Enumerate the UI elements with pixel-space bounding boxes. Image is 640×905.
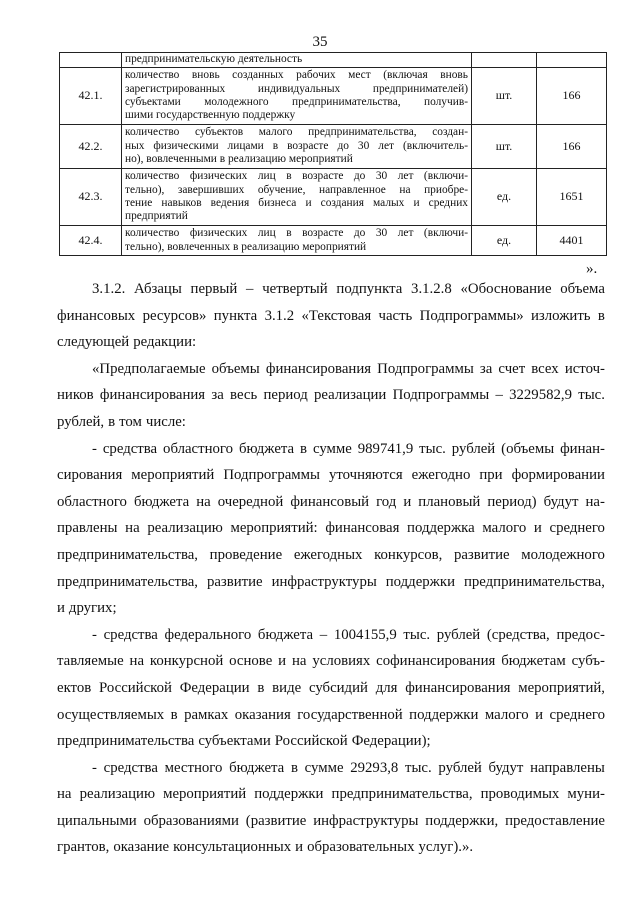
text-line: предпринимательства, проведение ежегодных конкурсов, развитие молодежного xyxy=(57,546,605,563)
text-line: ников финансирования за весь период реализации Подпрограммы – 3229582,9 тыс. xyxy=(57,387,605,404)
text-line: ектов Российской Федерации в виде субсидий для финансирования мероприятий, xyxy=(57,679,605,696)
indicator-value xyxy=(537,53,607,68)
table-row xyxy=(60,125,607,169)
closing-quote: ». xyxy=(586,261,598,277)
indicator-value: 166 xyxy=(537,125,607,169)
row-number: 42.1. xyxy=(60,68,122,125)
indicator-description xyxy=(122,169,472,226)
indicator-description xyxy=(122,226,472,256)
description-line: тельно), вовлеченных в реализацию мероприятий xyxy=(125,240,367,253)
body-text xyxy=(57,276,605,861)
table-row xyxy=(60,226,607,256)
text-line: - средства местного бюджета в сумме 29293,8 тыс. рублей будут направлены xyxy=(92,759,605,776)
text-line: тавляемые на конкурсной основе и на условиях софинансирования бюджетам субъ- xyxy=(57,653,605,670)
indicator-value: 166 xyxy=(537,68,607,125)
unit-of-measure: шт. xyxy=(472,68,537,125)
text-line: ципальными образованиями (развитие инфраструктуры поддержки, предоставление xyxy=(57,812,605,829)
unit-of-measure: шт. xyxy=(472,125,537,169)
row-number: 42.2. xyxy=(60,125,122,169)
indicator-value: 1651 xyxy=(537,169,607,226)
description-line: шими государственную поддержку xyxy=(125,109,296,122)
indicator-description xyxy=(122,68,472,125)
text-line: - средства областного бюджета в сумме 989741,9 тыс. рублей (объемы финан- xyxy=(92,440,605,457)
description-line: предприятий xyxy=(125,210,188,223)
unit-of-measure: ед. xyxy=(472,226,537,256)
text-line: осуществляемых в рамках оказания государственной поддержки малого и среднего xyxy=(57,706,605,723)
table-row xyxy=(60,53,607,68)
description-line: количество вновь созданных рабочих мест (включая вновь xyxy=(125,69,468,82)
text-line: областного бюджета на очередной финансовый год и плановый период) будут на- xyxy=(57,493,605,510)
indicator-description xyxy=(122,125,472,169)
table-row xyxy=(60,68,607,125)
text-line: следующей редакции: xyxy=(57,334,197,351)
page-number: 35 xyxy=(312,34,328,50)
description-line: но), вовлеченными в реализацию мероприятий xyxy=(125,153,353,166)
unit-of-measure xyxy=(472,53,537,68)
description-line: количество физических лиц в возрасте до 30 лет (включи- xyxy=(125,170,468,183)
text-line: финансовых ресурсов» пункта 3.1.2 «Текстовая часть Подпрограммы» изложить в xyxy=(57,307,605,324)
indicator-description xyxy=(122,53,472,68)
indicator-value: 4401 xyxy=(537,226,607,256)
description-line: тение навыков ведения бизнеса и создания малых и средних xyxy=(125,197,468,209)
text-line: сирования мероприятий Подпрограммы уточняются ежегодно при формировании xyxy=(57,467,605,484)
description-line: зарегистрированных индивидуальных предпринимателей) xyxy=(125,82,468,95)
text-line: «Предполагаемые объемы финансирования Подпрограммы за счет всех источ- xyxy=(92,360,605,377)
table-row xyxy=(60,169,607,226)
text-line: грантов, оказание консультационных и образовательных услуг).». xyxy=(57,839,474,856)
description-line: ных физическими лицами в возрасте до 30 лет (включитель- xyxy=(125,139,468,152)
description-line: количество субъектов малого предпринимательства, создан- xyxy=(125,126,468,139)
text-line: рублей, в том числе: xyxy=(57,413,186,430)
description-line: субъектами молодежного предпринимательства, получив- xyxy=(125,96,468,108)
text-line: предпринимательства субъектами Российской Федерации); xyxy=(57,733,431,750)
description-line: предпринимательскую деятельность xyxy=(125,53,303,66)
description-line: тельно), завершивших обучение, направленное на приобре- xyxy=(125,183,468,196)
text-line: на реализацию мероприятий поддержки предпринимательства, проводимых муни- xyxy=(57,786,605,803)
text-line: - средства федерального бюджета – 1004155,9 тыс. рублей (средства, предос- xyxy=(92,626,605,643)
description-line: количество физических лиц в возрасте до 30 лет (включи- xyxy=(125,227,468,240)
text-line: и других; xyxy=(57,600,117,617)
text-line: 3.1.2. Абзацы первый – четвертый подпункта 3.1.2.8 «Обоснование объема xyxy=(92,281,605,297)
row-number: 42.4. xyxy=(60,226,122,256)
unit-of-measure: ед. xyxy=(472,169,537,226)
row-number xyxy=(60,53,122,68)
text-line: правлены на реализацию мероприятий: финансовая поддержка малого и среднего xyxy=(57,520,605,537)
row-number: 42.3. xyxy=(60,169,122,226)
indicators-table xyxy=(59,52,607,256)
text-line: предпринимательства, развитие инфраструктуры поддержки предпринимательства, xyxy=(57,573,605,590)
